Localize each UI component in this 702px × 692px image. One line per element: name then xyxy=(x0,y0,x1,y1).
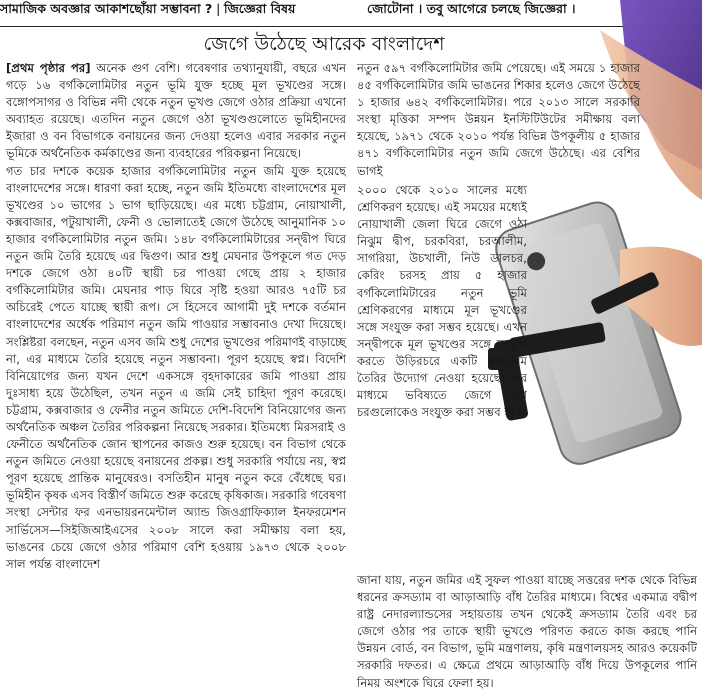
left-paragraph xyxy=(6,60,346,163)
left-paragraph-1-text: অনেক গুণ বেশি। গবেষণার তথ্যানুযায়ী, বছরে এখন গড়ে ১৬ বর্গকিলোমিটার নতুন ভূমি যুক্ত হচ্ছে মূল ভূখণ্ডের সঙ্গে। বঙ্গোপসাগর ও বিভিন্ন নদী থেকে নতুন ভূখণ্ড জেগে ওঠার প্রক্রিয়া এখনো অব্যাহত রয়েছে। এতদিন নতুন জেগে ওঠা ভূখণ্ডগুলোতে ভূমিহীনদের ইজারা ও বন বিভাগকে বনায়নের জন্য দেওয়া হলেও এবার সরকার নতুন ভূমিকে অর্থনৈতিক কর্মকাণ্ডের জন্য ব্যবহারের পরিকল্পনা নিয়েছে। xyxy=(6,61,347,161)
top-strip-divider: | xyxy=(216,1,221,16)
top-strip-right-text: জোটোনা । তবু আগেরে চলছে জিজ্ঞেরা । xyxy=(367,1,576,16)
top-strip-middle-text: জিজ্ঞেরা বিষয় xyxy=(224,1,296,16)
left-column xyxy=(6,60,346,632)
top-strip-left-text: সামাজিক অবজ্ঞার আকাশছোঁয়া সম্ভাবনা ? xyxy=(0,1,213,16)
right-column-top: নতুন ৫৯৭ বর্গকিলোমিটার জমি পেয়েছে। এই সময়ে ১ হাজার ৪৫ বর্গকিলোমিটার জমি ভাঙনের শিকার হলেও জেগে উঠেছে ১ হাজার ৬৪২ বর্গকিলোমিটার। পরে ২০১৩ সালে সরকারি সংস্থা মৃত্তিকা সম্পদ উন্নয়ন ইনস্টিটিউটের সমীক্ষায় বলা হয়েছে, ১৯৭১ থেকে ২০১০ পর্যন্ত বিভিন্ন উপকূলীয় ৫ হাজার ৪৭১ বর্গকিলোমিটার নতুন জমি জেগে উঠেছে। এর বেশির ভাগই xyxy=(357,61,640,178)
left-paragraph-2: গত চার দশকে কয়েক হাজার বর্গকিলোমিটার নতুন জমি যুক্ত হয়েছে বাংলাদেশের সঙ্গে। ধারণা করা হচ্ছে, নতুন জমি ইতিমধ্যে বাংলাদেশের মূল ভূখণ্ডের ১০ ভাগের ১ ভাগ ছাড়িয়েছে। এর মধ্যে চট্টগ্রাম, নোয়াখালী, কক্সবাজার, পটুয়াখালী, ফেনী ও ভোলাতেই জেগে উঠেছে আনুমানিক ১০ হাজার বর্গকিলোমিটার নতুন জমি। ১৪৮ বর্গকিলোমিটারের সন্দ্বীপ ঘিরে নতুন জমি তৈরি হয়েছে এর দ্বিগুণ। আর শুধু মেঘনার উপকূলে গত দেড় দশকে জেগে ওঠা ৪০টি স্থায়ী চর পাওয়া গেছে প্রায় ২ হাজার বর্গকিলোমিটার জমি। মেঘনার পাড় ঘিরে সৃষ্টি হওয়া আরও ৭৫টি চর অচিরেই পেতে যাচ্ছে স্থায়ী রূপ। সে হিসেবে আগামী দুই দশকে বর্তমান বাংলাদেশের অর্ধেক পরিমাণ নতুন জমি পাওয়ার সম্ভাবনাও দেখা দিয়েছে। সংশ্লিষ্টরা বলছেন, নতুন এসব জমি শুধু দেশের ভূখণ্ডের পরিমাণই বাড়াচ্ছে না, এর মাধ্যমে তৈরি হয়েছে নতুন সম্ভাবনা। পূরণ হয়েছে স্বপ্ন। বিদেশি বিনিয়োগের জন্য যখন দেশে একসঙ্গে বৃহদাকারের জমি পাওয়া প্রায় দুঃসাধ্য হয়ে উঠেছিল, তখন নতুন এ জমি সেই চাহিদা পূরণ করেছে। চট্টগ্রাম, কক্সবাজার ও ফেনীর নতুন জমিতে দেশি-বিদেশি বিনিয়োগের জন্য অর্থনৈতিক অঞ্চল তৈরির পরিকল্পনা নিয়েছে সরকার। ইতিমধ্যে মিরসরাই ও ফেনীতে অর্থনৈতিক জোন স্থাপনের কাজও শুরু হয়েছে। বন বিভাগ থেকে নতুন জমিতে নেওয়া হয়েছে বনায়নের প্রকল্প। শুধু সরকারি পর্যায়ে নয়, স্বপ্ন পূরণ হয়েছে প্রান্তিক মানুষেরও। বসতিহীন মানুষ নতুন করে বেঁধেছে ঘর। ভূমিহীন কৃষক এসব বিস্তীর্ণ জমিতে শুরু করেছে কৃষিকাজ। সরকারি গবেষণা সংস্থা সেন্টার ফর এনভায়রনমেন্টাল অ্যান্ড জিওগ্রাফিক্যাল ইনফরমেশন সার্ভিসেস—সিইজিআইএসের ২০০৮ সালে করা সমীক্ষায় বলা হয়, ভাঙনের চেয়ে জেগে ওঠার পরিমাণ বেশি হওয়ায় ১৯৭৩ থেকে ২০০৮ সাল পর্যন্ত বাংলাদেশ xyxy=(6,163,346,571)
article-headline: জেগে উঠেছে আরেক বাংলাদেশ xyxy=(203,33,445,55)
right-column-wrap: ২০০০ থেকে ২০১০ সালের মধ্যে শ্রেণিকরণ হয়েছে। এই সময়ের মধ্যেই নোয়াখালী জেলা ঘিরে জেগে ওঠা নিঝুম দ্বীপ, চরকবিরা, চরআলীম, সাগরিয়া, উচখালী, নিউ ডালচর, কেরিং চরসহ প্রায় ৫ হাজার বর্গকিলোমিটারের নতুন ভূমি শ্রেণিকরণের মাধ্যমে মূল ভূখণ্ডের সঙ্গে সংযুক্ত করা সম্ভব হয়েছে। এখন সন্দ্বীপকে মূল ভূখণ্ডের সঙ্গে সংযুক্ত করতে উড়িরচরে একটি ক্রসড্যাম তৈরির উদ্যোগ নেওয়া হয়েছে। এর মাধ্যমে ভবিষ্যতে জেগে ওঠা চরগুলোকেও সংযুক্ত করা সম্ভব হবে। xyxy=(357,183,527,420)
continued-tag: [প্রথম পৃষ্ঠার পর] xyxy=(6,61,91,75)
right-column-bottom: জানা যায়, নতুন জমির এই সুফল পাওয়া যাচ্ছে সত্তরের দশক থেকে বিভিন্ন ধরনের ক্রসড্যাম বা আড়াআড়ি বাঁধ তৈরির মাধ্যমে। বিশ্বের একমাত্র বদ্বীপ রাষ্ট্র নেদারল্যান্ডসের সহায়তায় তখন থেকেই ক্রসড্যাম তৈরি এবং চর জেগে ওঠার পর তাকে স্থায়ী ভূখণ্ডে পরিণত করতে কাজ করছে পানি উন্নয়ন বোর্ড, বন বিভাগ, ভূমি মন্ত্রণালয়, কৃষি মন্ত্রণালয়সহ আরও কয়েকটি সরকারি দফতর। এ ক্ষেত্রে প্রথমে আড়াআড়ি বাঁধ দিয়ে উপকূলের পানি নিময় অংশকে ঘিরে ফেলা হয়। xyxy=(357,573,697,690)
